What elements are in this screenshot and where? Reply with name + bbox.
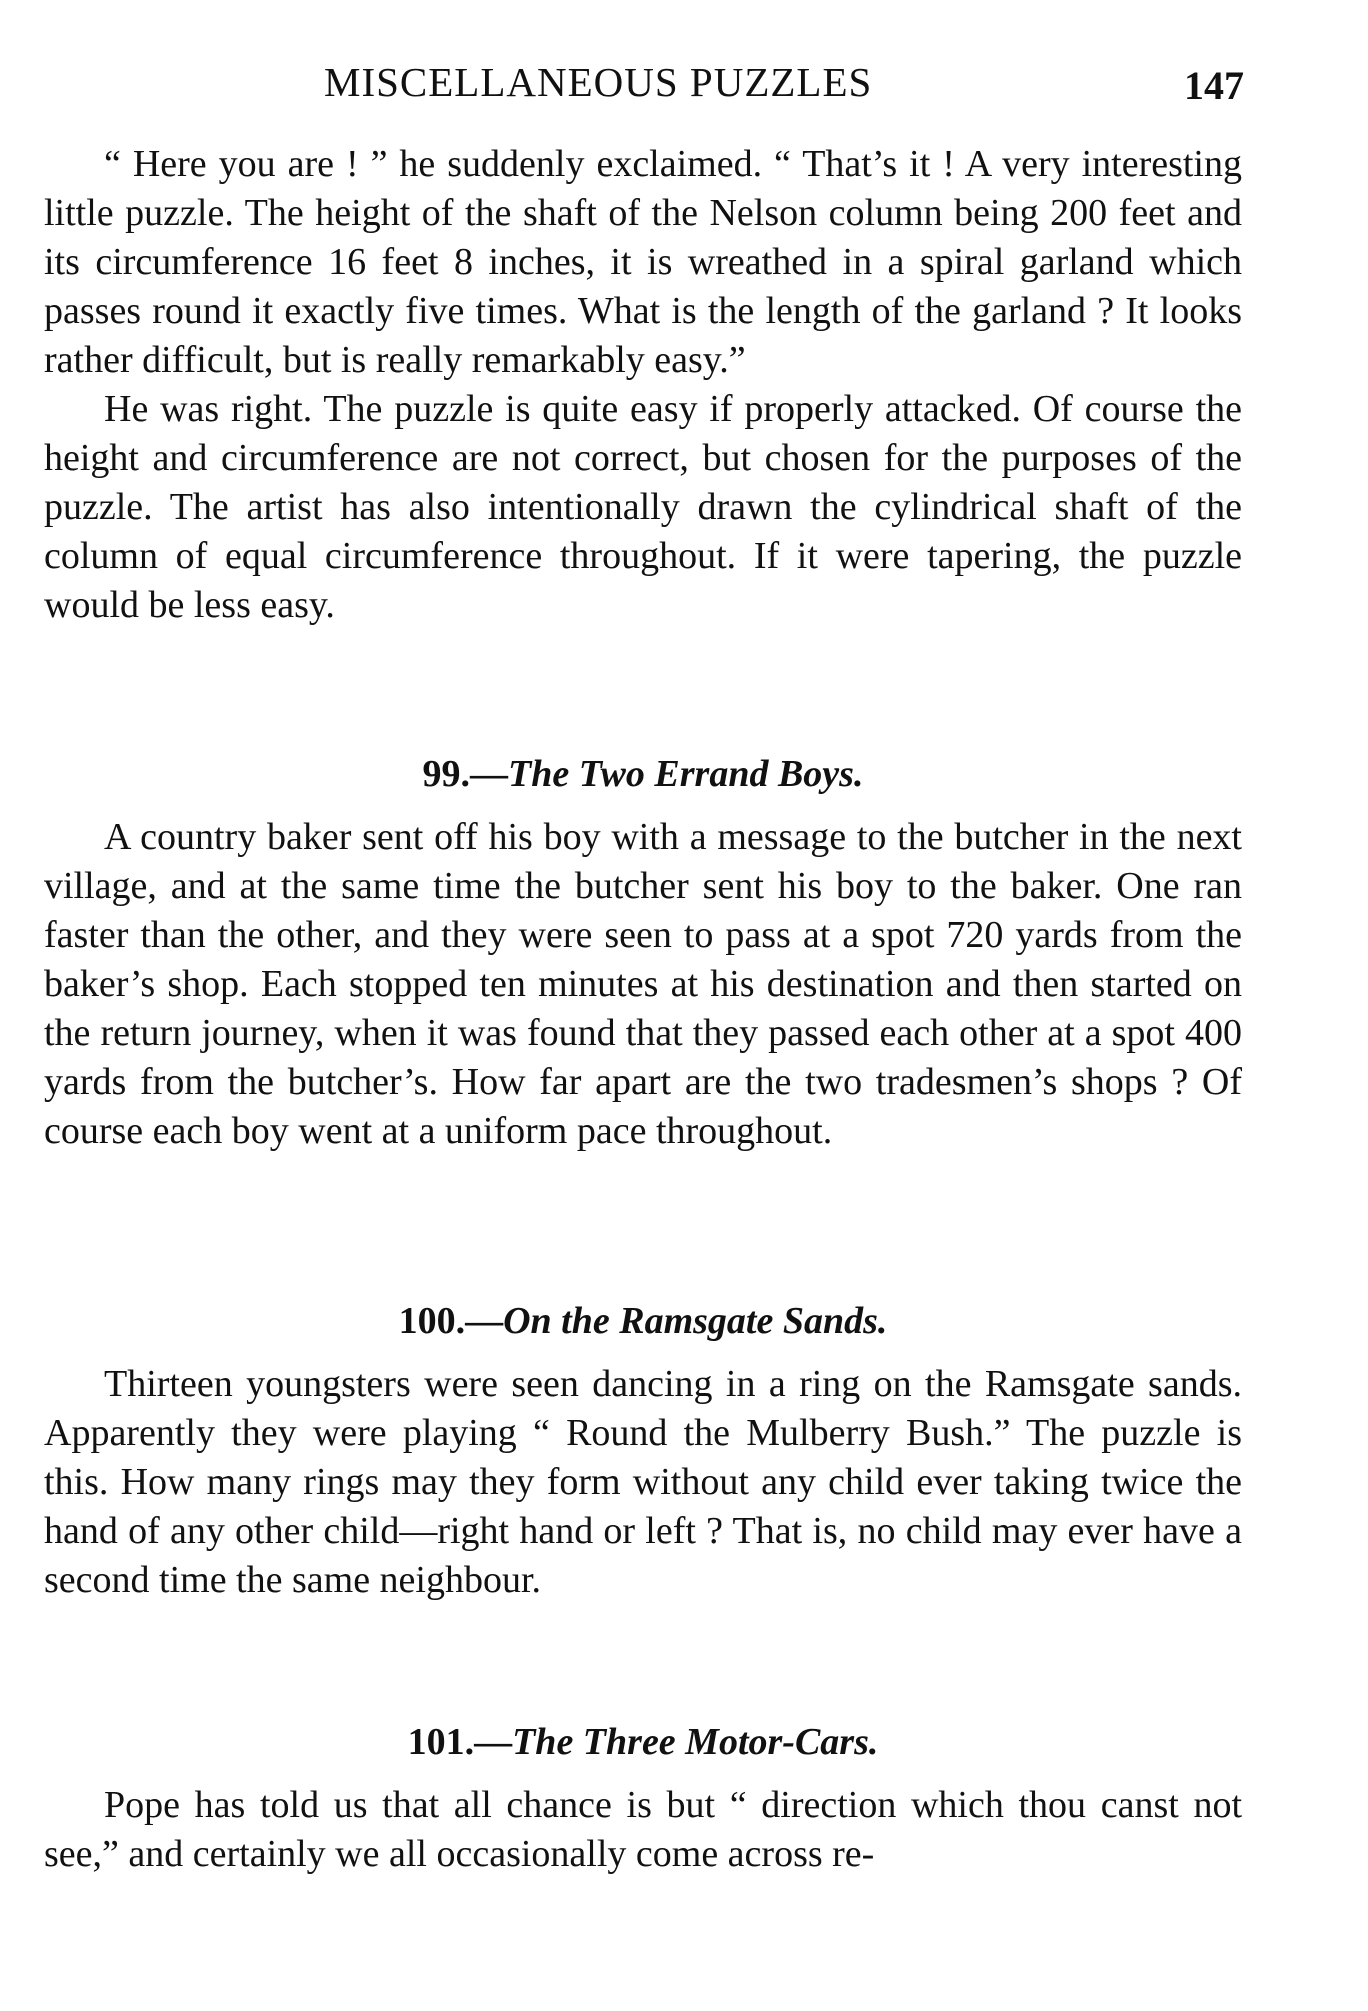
paragraph: “ Here you are ! ” he suddenly exclaimed. “ That’s it ! A very interesting little puzzle. The height of the shaft of the Nelson column being 200 feet and its circumference 16 feet 8 inches, it is wreathed in a spiral garland which passes round it exactly five times. What is the length of the garland ? It looks rather difficult, but is really remarkably easy.” <box>44 143 1242 381</box>
paragraph: Pope has told us that all chance is but “ direction which thou canst not see,” and certainly we all occasionally come across re- <box>44 1784 1242 1875</box>
puzzle-title: On the Ramsgate Sands. <box>503 1300 888 1342</box>
puzzle-101 <box>44 1718 1242 1879</box>
puzzle-heading <box>44 1718 1242 1767</box>
puzzle-number: 99.— <box>422 753 509 795</box>
puzzle-title: The Two Errand Boys. <box>508 753 864 795</box>
puzzle-number: 101.— <box>407 1721 513 1763</box>
puzzle-heading <box>44 1297 1242 1346</box>
puzzle-title: The Three Motor-Cars. <box>512 1721 879 1763</box>
puzzle-99 <box>44 750 1242 1156</box>
running-head <box>44 58 1244 118</box>
puzzle-number: 100.— <box>398 1300 504 1342</box>
puzzle-98-continuation <box>44 140 1242 630</box>
page-number: 147 <box>1184 63 1244 108</box>
paragraph: He was right. The puzzle is quite easy if properly attacked. Of course the height and circumference are not correct, but chosen for the purposes of the puzzle. The artist has also intentionally drawn the cylindrical shaft of the column of equal circumference throughout. If it were tapering, the puzzle would be less easy. <box>44 388 1242 626</box>
puzzle-heading <box>44 750 1242 799</box>
paragraph: A country baker sent off his boy with a message to the butcher in the next village, and at the same time the butcher sent his boy to the baker. One ran faster than the other, and they were seen to pass at a spot 720 yards from the baker’s shop. Each stopped ten minutes at his destination and then started on the return journey, when it was found that they passed each other at a spot 400 yards from the butcher’s. How far apart are the two tradesmen’s shops ? Of course each boy went at a uniform pace throughout. <box>44 816 1242 1152</box>
puzzle-100 <box>44 1297 1242 1605</box>
running-title: MISCELLANEOUS PUZZLES <box>324 59 873 105</box>
paragraph: Thirteen youngsters were seen dancing in a ring on the Ramsgate sands. Apparently they were playing “ Round the Mulberry Bush.” The puzzle is this. How many rings may they form without any child ever taking twice the hand of any other child—right hand or left ? That is, no child may ever have a second time the same neighbour. <box>44 1363 1242 1601</box>
